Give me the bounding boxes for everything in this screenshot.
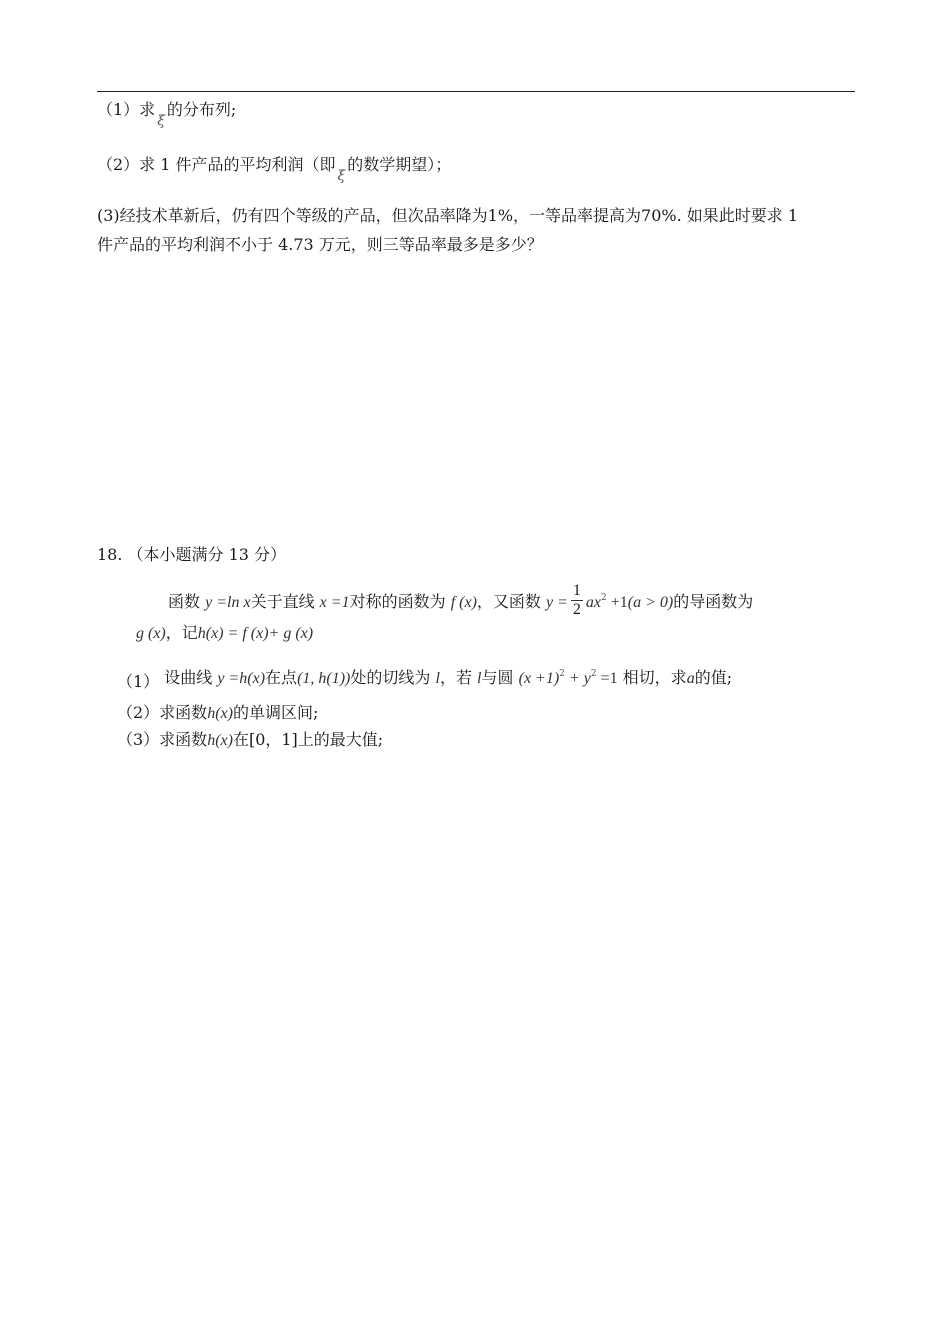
- sub-question-1: [117, 664, 732, 689]
- problem-18-header: 18. （本小题满分 13 分）: [97, 545, 287, 564]
- q2-prefix: （2）求 1 件产品的平均利润（即: [97, 155, 336, 174]
- math-expression: a: [686, 670, 695, 687]
- text: 设曲线: [164, 668, 213, 687]
- q1-suffix: 的分布列;: [166, 100, 237, 119]
- math-expression: ax: [585, 594, 602, 611]
- math-expression: h(x): [207, 705, 233, 722]
- xi-symbol: ξ: [157, 113, 165, 129]
- math-expression: (x +1): [518, 670, 560, 687]
- math-expression: l: [477, 670, 482, 687]
- superscript: 2: [590, 669, 597, 679]
- text: 与圆: [481, 668, 514, 687]
- math-expression: h(x): [207, 732, 233, 749]
- text: 处的切线为: [350, 668, 431, 687]
- text: 的单调区间;: [232, 703, 319, 722]
- math-expression: =1: [596, 670, 618, 687]
- header-rule: [97, 91, 855, 92]
- problem-18-intro-line-1: [168, 584, 753, 621]
- text: 的值;: [694, 668, 733, 687]
- fraction-numerator: 1: [572, 582, 581, 599]
- text: ，又函数: [476, 592, 541, 611]
- q1-prefix: （1）求: [97, 100, 156, 119]
- math-expression: l: [435, 670, 440, 687]
- math-expression: f (x): [450, 594, 477, 611]
- math-expression: +1: [606, 594, 628, 611]
- text: （2）求函数: [117, 703, 208, 722]
- q2-suffix: 的数学期望）；: [347, 155, 452, 174]
- text: 在点: [265, 668, 298, 687]
- superscript: 2: [601, 593, 607, 603]
- math-expression: (a > 0): [627, 594, 674, 611]
- math-expression: y =: [546, 594, 568, 611]
- math-expression: g (x): [136, 625, 166, 642]
- fraction-denominator: 2: [572, 601, 581, 618]
- superscript: 2: [559, 669, 565, 679]
- label: （1）: [117, 672, 160, 691]
- math-expression: (1, h(1)): [297, 670, 351, 687]
- text: 相切，求: [622, 668, 687, 687]
- math-expression: y =ln x: [205, 594, 251, 611]
- xi-symbol: ξ: [337, 168, 346, 184]
- sub-question-2: [117, 703, 318, 724]
- text: 函数: [168, 592, 201, 611]
- math-expression: h(x) = f (x)+ g (x): [197, 625, 314, 642]
- text: （3）求函数: [117, 730, 208, 749]
- question-1: [97, 100, 237, 129]
- text: 在[0，1]上的最大值;: [232, 730, 384, 749]
- question-3-line-2: 件产品的平均利润不小于 4.73 万元，则三等品率最多是多少？: [97, 235, 543, 254]
- text: 对称的函数为: [349, 592, 446, 611]
- question-2: [97, 155, 452, 184]
- sub-question-3: [117, 730, 383, 751]
- text: ，记: [165, 623, 198, 642]
- text: ，若: [439, 668, 472, 687]
- math-expression: x =1: [319, 594, 350, 611]
- text: 关于直线: [250, 592, 315, 611]
- question-3-line-1: (3)经技术革新后，仍有四个等级的产品，但次品率降为1%，一等品率提高为70%. 如果此时要求 1: [97, 206, 799, 225]
- math-expression: + y: [564, 670, 591, 687]
- text: 的导函数为: [673, 592, 754, 611]
- problem-18-intro-line-2: [136, 623, 313, 644]
- math-expression: y =h(x): [217, 670, 266, 687]
- fraction: [571, 582, 583, 619]
